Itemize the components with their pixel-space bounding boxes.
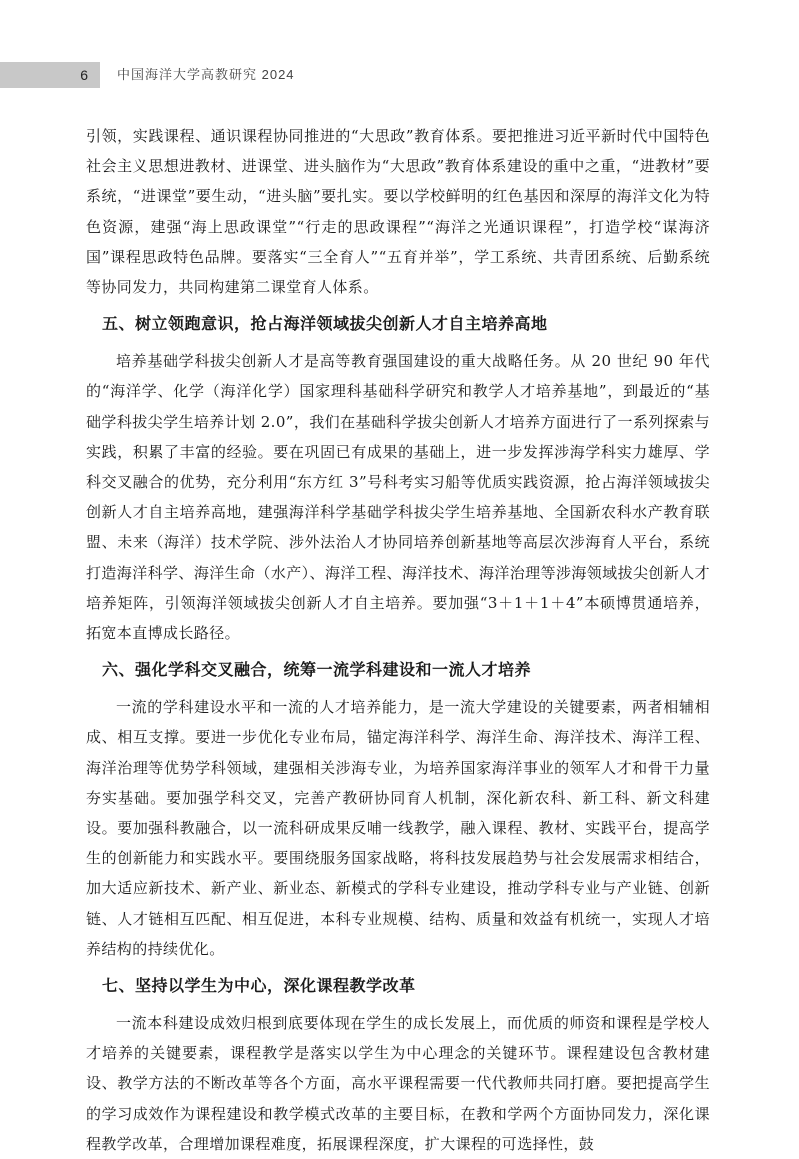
section-heading-5: 五、树立领跑意识，抢占海洋领域拔尖创新人才自主培养高地 (102, 314, 548, 334)
journal-title: 中国海洋大学高教研究 2024 (117, 67, 295, 82)
paragraph-section-7: 一流本科建设成效归根到底要体现在学生的成长发展上，而优质的师资和课程是学校人才培养的关键要素，课程教学是落实以学生为中心理念的关键环节。课程建设包含教材建设、教学方法的不断改革等各个方面，高水平课程需要一代代教师共同打磨。要把提高学生的学习成效作为课程建设和教学模式改革的主要目标，在教和学两个方面协同发力，深化课程教学改革，合理增加课程难度，拓展课程深度，扩大课程的可选择性，鼓 (86, 1014, 710, 1153)
paragraph-continuation: 引领，实践课程、通识课程协同推进的“大思政”教育体系。要把推进习近平新时代中国特色社会主义思想进教材、进课堂、进头脑作为“大思政”教育体系建设的重中之重，“进教材”要系统，“进课堂”要生动，“进头脑”要扎实。要以学校鲜明的红色基因和深厚的海洋文化为特色资源，建强“海上思政课堂”“行走的思政课程”“海洋之光通识课程”，打造学校“谋海济国”课程思政特色品牌。要落实“三全育人”“五育并举”，学工系统、共青团系统、后勤系统等协同发力，共同构建第二课堂育人体系。 (86, 127, 710, 297)
article-body (86, 121, 710, 1159)
page-number: 6 (80, 67, 88, 83)
paragraph-section-5: 培养基础学科拔尖创新人才是高等教育强国建设的重大战略任务。从 20 世纪 90 年代的“海洋学、化学（海洋化学）国家理科基础科学研究和教学人才培养基地”，到最近的“基础学科拔尖学生培养计划 2.0”，我们在基础科学拔尖创新人才培养方面进行了一系列探索与实践，积累了丰富的经验。要在巩固已有成果的基础上，进一步发挥涉海学科实力雄厚、学科交叉融合的优势，充分利用“东方红 3”号科考实习船等优质实践资源，抢占海洋领域拔尖创新人才自主培养高地，建强海洋科学基础学科拔尖学生培养基地、全国新农科水产教育联盟、未来（海洋）技术学院、涉外法治人才协同培养创新基地等高层次涉海育人平台，系统打造海洋科学、海洋生命（水产）、海洋工程、海洋技术、海洋治理等涉海领域拔尖创新人才培养矩阵，引领海洋领域拔尖创新人才自主培养。要加强“3＋1＋1＋4”本硕博贯通培养，拓宽本直博成长路径。 (86, 352, 710, 643)
paragraph-section-6: 一流的学科建设水平和一流的人才培养能力，是一流大学建设的关键要素，两者相辅相成、相互支撑。要进一步优化专业布局，锚定海洋科学、海洋生命、海洋技术、海洋工程、海洋治理等优势学科领域，建强相关涉海专业，为培养国家海洋事业的领军人才和骨干力量夯实基础。要加强学科交叉，完善产教研协同育人机制，深化新农科、新工科、新文科建设。要加强科教融合，以一流科研成果反哺一线教学，融入课程、教材、实践平台，提高学生的创新能力和实践水平。要围绕服务国家战略，将科技发展趋势与社会发展需求相结合，加大适应新技术、新产业、新业态、新模式的学科专业建设，推动学科专业与产业链、创新链、人才链相互匹配、相互促进，本科专业规模、结构、质量和效益有机统一，实现人才培养结构的持续优化。 (86, 698, 710, 958)
section-heading-7: 七、坚持以学生为中心，深化课程教学改革 (102, 976, 416, 996)
section-heading-6: 六、强化学科交叉融合，统筹一流学科建设和一流人才培养 (102, 660, 532, 680)
